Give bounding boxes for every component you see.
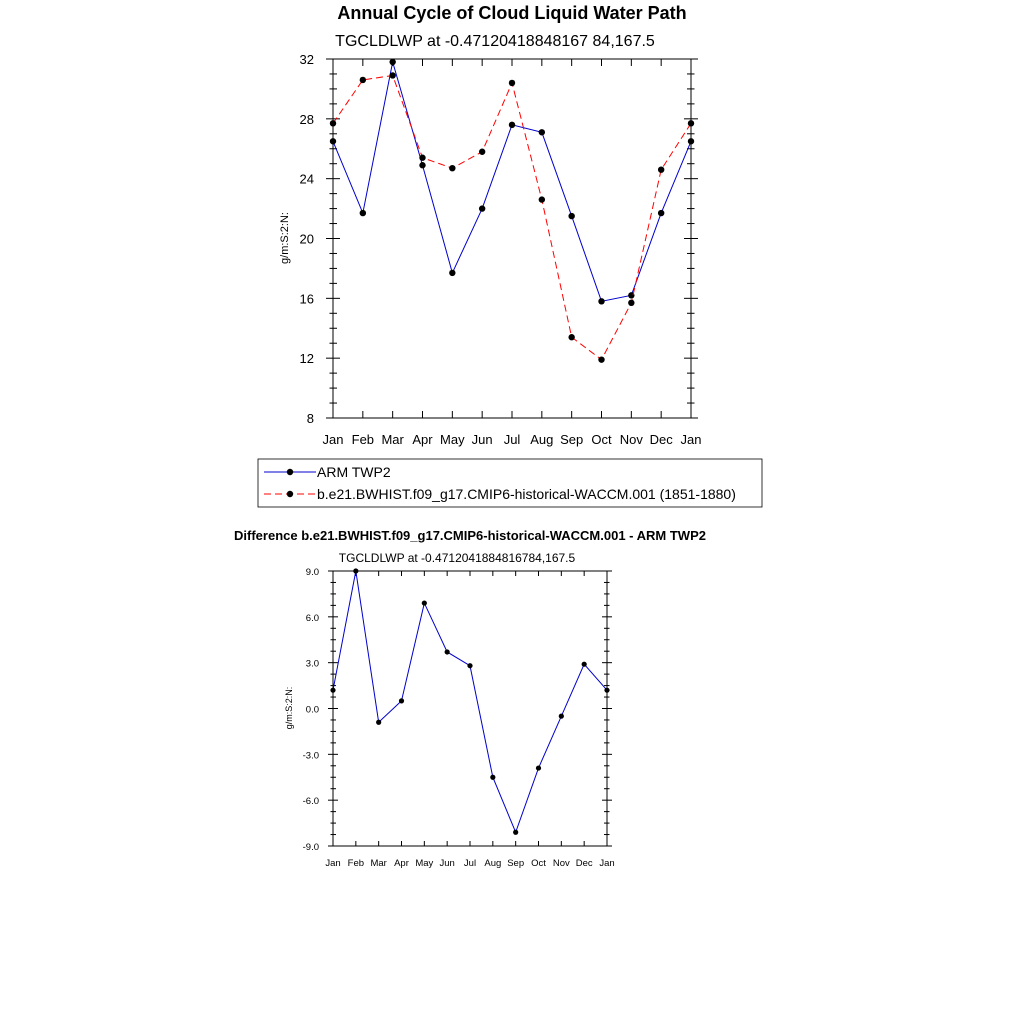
data-point	[419, 155, 425, 161]
y-tick-label: 3.0	[305, 658, 319, 670]
difference-chart-title: Difference b.e21.BWHIST.f09_g17.CMIP6-historical-WACCM.001 - ARM TWP2	[234, 528, 706, 543]
data-point	[490, 775, 495, 780]
data-point	[688, 138, 694, 144]
x-tick-label: Jan	[599, 858, 615, 869]
data-point	[389, 72, 395, 78]
data-point	[568, 334, 574, 340]
y-axis-label: g/m:S:2:N:	[284, 686, 294, 730]
y-tick-label: 9.0	[305, 567, 319, 578]
y-tick-label: 28	[299, 111, 314, 127]
plot-frame	[333, 571, 607, 846]
x-tick-label: Jun	[471, 432, 493, 447]
data-point	[330, 688, 335, 693]
x-tick-label: Sep	[507, 858, 525, 869]
data-point	[449, 270, 455, 276]
x-tick-label: Jun	[439, 858, 455, 869]
series-line-0	[333, 62, 691, 301]
data-point	[360, 77, 366, 83]
legend-marker	[287, 491, 293, 497]
difference-chart-subtitle: TGCLDLWP at -0.4712041884816784,167.5	[338, 551, 576, 565]
x-tick-label: Apr	[394, 858, 409, 869]
x-tick-label: Mar	[381, 432, 404, 447]
data-point	[422, 600, 427, 605]
y-axis-label: g/m:S:2:N:	[279, 212, 291, 264]
data-point	[479, 149, 485, 155]
x-tick-label: Aug	[530, 432, 554, 447]
chart-legend	[258, 459, 762, 507]
x-tick-label: Sep	[560, 432, 584, 447]
series-line-0	[333, 571, 607, 832]
data-point	[628, 300, 634, 306]
legend-marker	[287, 469, 293, 475]
data-point	[582, 662, 587, 667]
chart-subtitle: TGCLDLWP at -0.47120418848167 84,167.5	[335, 33, 655, 50]
x-tick-label: Jan	[325, 858, 341, 869]
x-tick-label: May	[415, 858, 434, 869]
legend-entry-waccm	[264, 486, 736, 502]
data-point	[389, 59, 395, 65]
x-tick-label: Aug	[484, 858, 502, 869]
data-point	[658, 166, 664, 172]
x-tick-label: Jul	[463, 858, 477, 869]
data-point	[509, 122, 515, 128]
data-point	[568, 213, 574, 219]
x-tick-label: Jul	[503, 432, 521, 447]
x-tick-label: Apr	[412, 432, 433, 447]
data-point	[360, 210, 366, 216]
data-point	[353, 568, 358, 573]
x-tick-label: Mar	[370, 858, 387, 869]
y-tick-label: -3.0	[302, 750, 319, 762]
data-point	[479, 205, 485, 211]
data-point	[399, 698, 404, 703]
y-tick-label: 20	[299, 231, 314, 247]
x-tick-label: Dec	[575, 858, 593, 869]
y-tick-label: 16	[299, 291, 314, 307]
data-point	[604, 688, 609, 693]
data-point	[559, 714, 564, 719]
plot-frame	[333, 59, 691, 418]
data-point	[539, 129, 545, 135]
data-point	[539, 196, 545, 202]
data-point	[536, 765, 541, 770]
chart-title: Annual Cycle of Cloud Liquid Water Path	[337, 3, 687, 23]
difference-chart	[234, 528, 706, 869]
y-tick-label: 8	[306, 411, 314, 426]
x-tick-label: Dec	[649, 432, 673, 447]
series-line-1	[333, 75, 691, 359]
y-tick-label: 6.0	[305, 612, 319, 624]
y-tick-label: 12	[299, 351, 314, 367]
y-tick-label: 32	[299, 52, 314, 67]
x-tick-label: Jan	[680, 432, 702, 447]
legend-label: b.e21.BWHIST.f09_g17.CMIP6-historical-WACCM.001 (1851-1880)	[317, 486, 736, 502]
y-tick-label: 24	[299, 171, 314, 187]
x-tick-label: Nov	[552, 858, 570, 869]
data-point	[419, 162, 425, 168]
x-tick-label: Feb	[347, 858, 365, 869]
data-point	[330, 138, 336, 144]
data-point	[513, 830, 518, 835]
annual-cycle-chart	[279, 3, 701, 447]
data-point	[688, 120, 694, 126]
data-point	[330, 120, 336, 126]
data-point	[376, 720, 381, 725]
data-point	[598, 356, 604, 362]
y-tick-label: 0.0	[305, 704, 319, 716]
y-tick-label: -9.0	[302, 842, 319, 853]
x-tick-label: May	[440, 432, 465, 447]
data-point	[598, 298, 604, 304]
x-tick-label: Nov	[619, 432, 643, 447]
x-tick-label: Jan	[322, 432, 344, 447]
y-tick-label: -6.0	[302, 796, 319, 808]
data-point	[449, 165, 455, 171]
x-tick-label: Oct	[591, 432, 612, 447]
data-point	[509, 80, 515, 86]
x-tick-label: Oct	[531, 858, 546, 869]
data-point	[445, 649, 450, 654]
data-point	[467, 663, 472, 668]
x-tick-label: Feb	[351, 432, 375, 447]
legend-label: ARM TWP2	[317, 464, 391, 480]
data-point	[658, 210, 664, 216]
